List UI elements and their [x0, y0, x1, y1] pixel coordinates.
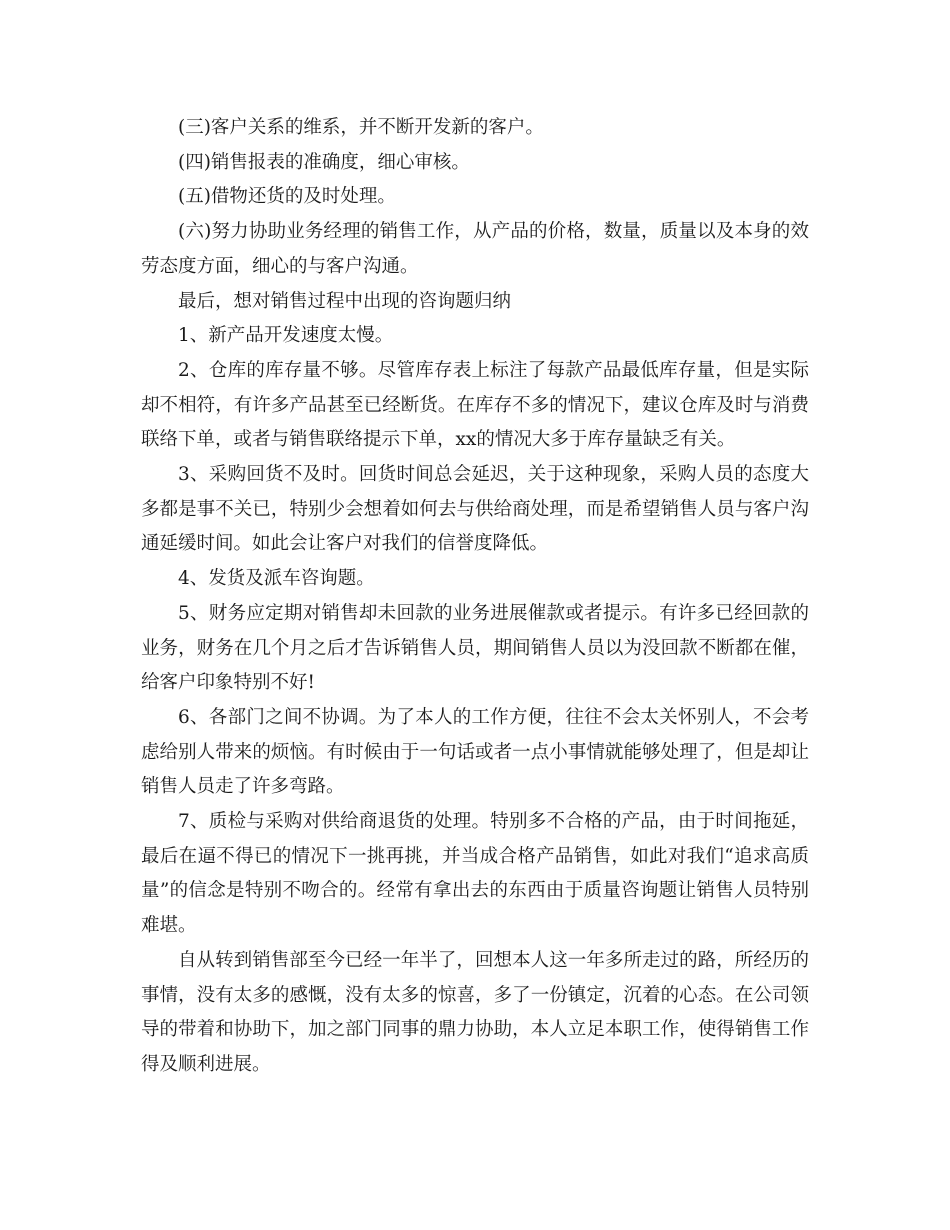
issue-5: 5、财务应定期对销售却未回款的业务进展催款或者提示。有许多已经回款的业务，财务在几个月之后才告诉销售人员，期间销售人员以为没回款不断都在催，给客户印象特别不好!	[141, 602, 809, 694]
paragraph-6: (六)努力协助业务经理的销售工作，从产品的价格，数量，质量以及本身的效劳态度方面，细心的与客户沟通。	[141, 221, 809, 277]
issue-3: 3、采购回货不及时。回货时间总会延迟，关于这种现象，采购人员的态度大多都是事不关已，特别少会想着如何去与供给商处理，而是希望销售人员与客户沟通延缓时间。如此会让客户对我们的信誉度降低。	[141, 464, 809, 555]
closing-paragraph: 自从转到销售部至今已经一年半了，回想本人这一年多所走过的路，所经历的事情，没有太多的感慨，没有太多的惊喜，多了一份镇定，沉着的心态。在公司领导的带着和协助下，加之部门同事的鼎力协助，本人立足本职工作，使得销售工作得及顺利进展。	[141, 949, 809, 1075]
paragraph-4: (四)销售报表的准确度，细心审核。	[178, 151, 470, 173]
issue-6: 6、各部门之间不协调。为了本人的工作方便，往往不会太关怀别人，不会考虑给别人带来的烦恼。有时候由于一句话或者一点小事情就能够处理了，但是却让销售人员走了许多弯路。	[141, 706, 809, 798]
issue-1: 1、新产品开发速度太慢。	[178, 325, 394, 347]
document-body	[141, 111, 809, 1083]
paragraph-5: (五)借物还货的及时处理。	[178, 186, 396, 208]
issue-4: 4、发货及派车咨询题。	[178, 568, 375, 590]
issue-7: 7、质检与采购对供给商退货的处理。特别多不合格的产品，由于时间拖延，最后在逼不得已的情况下一挑再挑，并当成合格产品销售，如此对我们“追求高质量”的信念是特别不吻合的。经常有拿出去的东西由于质量咨询题让销售人员特别难堪。	[141, 811, 809, 937]
paragraph-3: (三)客户关系的维系，并不断开发新的客户。	[178, 117, 544, 138]
issue-2: 2、仓库的库存量不够。尽管库存表上标注了每款产品最低库存量，但是实际却不相符，有许多产品甚至已经断货。在库存不多的情况下，建议仓库及时与消费联络下单，或者与销售联络提示下单，xx的情况大多于库存量缺乏有关。	[141, 359, 809, 451]
paragraph-summary-intro: 最后，想对销售过程中出现的咨询题归纳	[178, 290, 512, 312]
